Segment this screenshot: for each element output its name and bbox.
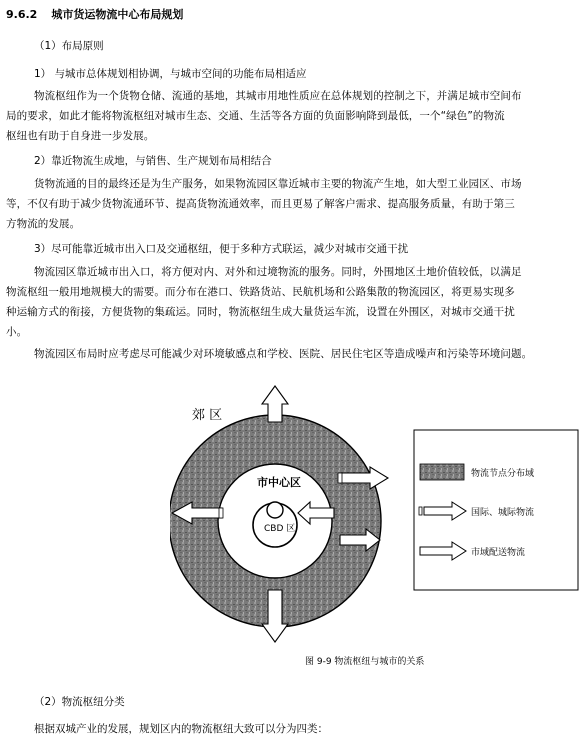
figure-diagram [170,380,580,670]
last-line: 根据双城产业的发展，规划区内的物流枢纽大致可以分为四类： [34,723,328,735]
paragraph-3 [6,262,582,342]
para2-line3: 方物流的发展。 [6,218,81,230]
point-1: 1） 与城市总体规划相协调，与城市空间的功能布局相适应 [34,68,307,80]
legend-city-label: 市域配送物流 [471,548,526,558]
para2-line1: 货物流通的目的最终还是为生产服务，如果物流园区靠近城市主要的物流产生地，如大型工业园区、市场 [34,178,522,190]
para3-line2: 物流枢纽一般用地规模大的需要。而分布在港口、铁路货站、民航机场和公路集散的物流园区，将更易实现多 [6,286,515,298]
para3-line3: 种运输方式的衔接，方便货物的集疏运。同时，物流枢纽生成大量货运车流，设置在外围区，对城市交通干扰 [6,306,515,318]
para2-line2: 等，不仅有助于减少货物流通环节、提高货物流通效率，而且更易了解客户需求、提高服务质量，有助于第三 [6,198,515,210]
legend-node-label: 物流节点分布域 [471,469,535,479]
section-number: 9.6.2 [6,8,38,21]
point-3: 3）尽可能靠近城市出入口及交通枢纽，便于多种方式联运，减少对城市交通干扰 [34,243,409,255]
para3-line1: 物流园区靠近城市出入口，将方便对内、对外和过境物流的服务。同时，外围地区土地价值较低，以满足 [34,266,522,278]
label-city-center: 市中心区 [257,476,301,489]
cbd-inner-circle [267,502,283,518]
label-cbd: CBD 区 [264,524,296,534]
para3-line4: 小。 [6,326,28,338]
figure-9-9 [170,380,580,670]
subsection-2: （2）物流枢纽分类 [34,696,125,708]
legend-intl-label: 国际、城际物流 [471,508,535,518]
paragraph-1 [6,86,582,146]
point-2: 2）靠近物流生成地，与销售、生产规划布局相结合 [34,155,272,167]
subsection-1: （1）布局原则 [34,40,104,52]
para1-line1: 物流枢纽作为一个货物仓储、流通的基地，其城市用地性质应在总体规划的控制之下，并满足城市空间布 [34,90,522,102]
paragraph-4: 物流园区布局时应考虑尽可能减少对环境敏感点和学校、医院、居民住宅区等造成噪声和污染等环境问题。 [34,348,533,360]
para1-line2: 局的要求，如此才能将物流枢纽对城市生态、交通、生活等各方面的负面影响降到最低，一个“绿色”的物流 [6,110,505,122]
para1-line3: 枢纽也有助于自身进一步发展。 [6,130,155,142]
figure-caption: 图 9-9 物流枢纽与城市的关系 [305,657,425,667]
label-suburb: 郊 区 [192,408,223,423]
section-title: 城市货运物流中心布局规划 [51,8,184,21]
paragraph-2 [6,174,582,234]
legend-node-swatch [420,464,464,480]
section-heading [6,6,183,22]
